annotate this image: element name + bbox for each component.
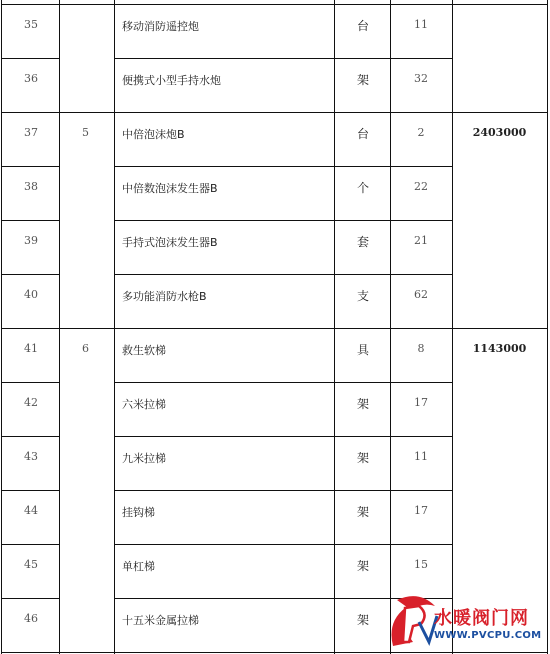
col-divider-2 xyxy=(114,0,115,654)
row-number: 36 xyxy=(24,72,38,85)
row-rule xyxy=(1,112,548,113)
item-quantity: 8 xyxy=(417,342,425,355)
item-unit: 架 xyxy=(357,613,370,627)
row-number: 41 xyxy=(24,342,38,355)
row-rule xyxy=(1,544,59,545)
item-unit: 台 xyxy=(357,19,370,33)
item-name: 便携式小型手持水炮 xyxy=(122,74,221,87)
col-divider-1 xyxy=(59,0,60,654)
item-name: 单杠梯 xyxy=(122,560,155,573)
row-rule xyxy=(1,58,59,59)
item-name: 九米拉梯 xyxy=(122,452,166,465)
item-unit: 架 xyxy=(357,451,370,465)
row-rule xyxy=(1,274,59,275)
col-divider-3 xyxy=(334,0,335,654)
item-unit: 架 xyxy=(357,559,370,573)
item-unit: 架 xyxy=(357,397,370,411)
item-quantity: 17 xyxy=(414,504,428,517)
item-quantity: 11 xyxy=(414,450,428,463)
group-amount: 1143000 xyxy=(472,342,527,355)
row-rule xyxy=(1,490,59,491)
item-name: 中倍泡沫炮B xyxy=(122,128,185,141)
item-unit: 套 xyxy=(357,235,370,249)
row-rule xyxy=(114,382,453,383)
row-rule xyxy=(1,4,548,5)
item-unit: 具 xyxy=(357,343,370,357)
item-unit: 支 xyxy=(357,289,370,303)
item-name: 六米拉梯 xyxy=(122,398,166,411)
item-unit: 架 xyxy=(357,73,370,87)
row-rule xyxy=(114,490,453,491)
col-divider-5 xyxy=(452,0,453,654)
item-quantity: 32 xyxy=(414,72,428,85)
item-unit: 架 xyxy=(357,505,370,519)
item-name: 十五米金属拉梯 xyxy=(122,614,199,627)
item-quantity: 62 xyxy=(414,288,428,301)
item-unit: 个 xyxy=(357,181,370,195)
watermark-brand: 水暖阀门网 xyxy=(434,608,529,629)
item-name: 挂钩梯 xyxy=(122,506,155,519)
row-rule xyxy=(114,220,453,221)
item-quantity: 17 xyxy=(414,396,428,409)
row-rule xyxy=(1,598,59,599)
item-name: 中倍数泡沫发生器B xyxy=(122,182,218,195)
row-number: 38 xyxy=(24,180,38,193)
item-quantity: 2 xyxy=(417,126,425,139)
row-rule xyxy=(1,436,59,437)
item-quantity: 11 xyxy=(414,18,428,31)
row-rule xyxy=(114,436,453,437)
item-quantity: 22 xyxy=(414,180,428,193)
row-rule xyxy=(114,544,453,545)
row-rule xyxy=(1,328,548,329)
row-rule xyxy=(1,220,59,221)
watermark-url: WWW.PVCPU.COM xyxy=(434,630,542,641)
item-name: 移动消防遥控炮 xyxy=(122,20,199,33)
row-number: 35 xyxy=(24,18,38,31)
row-rule xyxy=(114,58,453,59)
item-name: 多功能消防水枪B xyxy=(122,290,207,303)
item-name: 救生软梯 xyxy=(122,344,166,357)
pv-logo-icon xyxy=(392,596,438,646)
row-number: 39 xyxy=(24,234,38,247)
row-rule xyxy=(1,166,59,167)
item-quantity: 15 xyxy=(414,558,428,571)
row-number: 44 xyxy=(24,504,38,517)
table-border-right xyxy=(547,0,548,654)
row-rule xyxy=(114,274,453,275)
row-number: 43 xyxy=(24,450,38,463)
col-divider-4 xyxy=(390,0,391,654)
item-name: 手持式泡沫发生器B xyxy=(122,236,218,249)
item-unit: 台 xyxy=(357,127,370,141)
row-rule xyxy=(114,166,453,167)
row-number: 46 xyxy=(24,612,38,625)
row-number: 42 xyxy=(24,396,38,409)
item-quantity: 21 xyxy=(414,234,428,247)
row-number: 37 xyxy=(24,126,38,139)
group-number: 6 xyxy=(82,342,89,355)
group-amount: 2403000 xyxy=(472,126,527,139)
row-number: 40 xyxy=(24,288,38,301)
table-border-left xyxy=(1,0,2,654)
group-number: 5 xyxy=(82,126,89,139)
row-rule xyxy=(1,382,59,383)
row-number: 45 xyxy=(24,558,38,571)
